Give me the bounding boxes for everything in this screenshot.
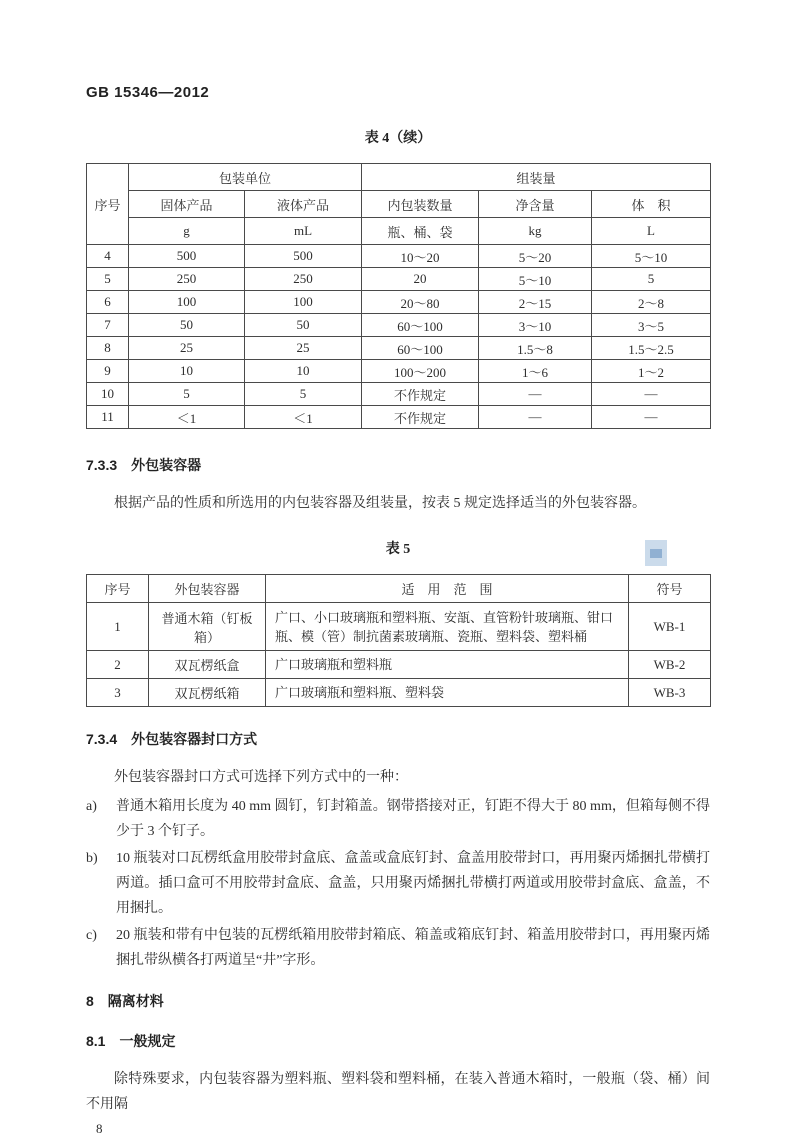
cell: WB-1 — [629, 603, 711, 651]
cell: 双瓦楞纸盒 — [149, 651, 266, 679]
cell: 10 — [87, 383, 129, 406]
table-row — [87, 245, 711, 268]
table5 — [86, 574, 711, 707]
column-header: 固体产品 — [129, 191, 245, 218]
cell: 10～20 — [362, 245, 479, 268]
list-item — [86, 794, 710, 844]
cell: 25 — [245, 337, 362, 360]
table-row — [87, 603, 711, 651]
cell: 20 — [362, 268, 479, 291]
table-row — [87, 575, 711, 603]
section-7-3-3-heading: 7.3.3 外包装容器 — [86, 457, 202, 473]
unit-header: mL — [245, 218, 362, 245]
table4 — [86, 163, 711, 429]
list-item-text: 普通木箱用长度为 40 mm 圆钉，钉封箱盖。钢带搭接对正，钉距不得大于 80 mm，但箱每侧不得少于 3 个钉子。 — [116, 799, 710, 839]
standard-number: GB 15346—2012 — [86, 84, 210, 101]
section-8-1-paragraph: 除特殊要求，内包装容器为塑料瓶、塑料袋和塑料桶，在装入普通木箱时，一般瓶（袋、桶）间不用隔 — [86, 1072, 710, 1112]
cell: 10 — [245, 360, 362, 383]
cell: 1.5～8 — [479, 337, 592, 360]
list-item — [86, 923, 710, 973]
cell: 5 — [87, 268, 129, 291]
list-item-label: a) — [86, 799, 97, 814]
cell: 广口、小口玻璃瓶和塑料瓶、安瓿、直管粉针玻璃瓶、钳口瓶、模（管）制抗菌素玻璃瓶、瓷瓶、塑料袋、塑料桶 — [266, 603, 629, 651]
cell: 25 — [129, 337, 245, 360]
cell: 3～10 — [479, 314, 592, 337]
unit-header: kg — [479, 218, 592, 245]
column-header: 序号 — [87, 164, 129, 245]
cell: 不作规定 — [362, 383, 479, 406]
table-row — [87, 360, 711, 383]
cell: 5～10 — [592, 245, 711, 268]
table-row — [87, 679, 711, 707]
cell: 60～100 — [362, 337, 479, 360]
cell: 不作规定 — [362, 406, 479, 429]
cell: 100 — [129, 291, 245, 314]
list-item-label: c) — [86, 928, 97, 943]
cell: 5 — [129, 383, 245, 406]
cell: 20～80 — [362, 291, 479, 314]
cell: 6 — [87, 291, 129, 314]
table4-title: 表 4（续） — [364, 131, 432, 146]
cell: 广口玻璃瓶和塑料瓶、塑料袋 — [266, 679, 629, 707]
table-row — [87, 291, 711, 314]
cell: 5～10 — [479, 268, 592, 291]
cell: 3 — [87, 679, 149, 707]
section-7-3-4-heading: 7.3.4 外包装容器封口方式 — [86, 731, 258, 747]
cell: WB-3 — [629, 679, 711, 707]
cell: 250 — [245, 268, 362, 291]
table-row — [87, 314, 711, 337]
table-row — [87, 337, 711, 360]
watermark-inner-mark — [650, 549, 662, 558]
cell: 500 — [129, 245, 245, 268]
cell: ＜1 — [245, 406, 362, 429]
cell: 5 — [245, 383, 362, 406]
column-header: 适 用 范 围 — [266, 575, 629, 603]
cell: 60～100 — [362, 314, 479, 337]
list-item-text: 10 瓶装对口瓦楞纸盒用胶带封盒底、盒盖或盒底钉封、盒盖用胶带封口，再用聚丙烯捆扎带横打两道。插口盒可不用胶带封盒底、盒盖，只用聚丙烯捆扎带横打两道或用胶带封盒底、盒盖，不用捆扎。 — [116, 851, 710, 916]
section-7-3-3-paragraph: 根据产品的性质和所选用的内包装容器及组装量，按表 5 规定选择适当的外包装容器。 — [114, 496, 646, 511]
page-content — [86, 0, 710, 1137]
column-group-header: 包装单位 — [129, 164, 362, 191]
cell: — — [592, 383, 711, 406]
cell: 100 — [245, 291, 362, 314]
cell: 1 — [87, 603, 149, 651]
table-row — [87, 383, 711, 406]
unit-header: 瓶、桶、袋 — [362, 218, 479, 245]
cell: 5 — [592, 268, 711, 291]
cell: 7 — [87, 314, 129, 337]
cell: 3～5 — [592, 314, 711, 337]
unit-header: g — [129, 218, 245, 245]
unit-header: L — [592, 218, 711, 245]
table-row — [87, 406, 711, 429]
page-number: 8 — [96, 1121, 103, 1136]
cell: 9 — [87, 360, 129, 383]
cell: 2 — [87, 651, 149, 679]
list-item — [86, 846, 710, 921]
column-header: 内包装数量 — [362, 191, 479, 218]
cell: 双瓦楞纸箱 — [149, 679, 266, 707]
table-row — [87, 268, 711, 291]
cell: 100～200 — [362, 360, 479, 383]
list-item-text: 20 瓶装和带有中包装的瓦楞纸箱用胶带封箱底、箱盖或箱底钉封、箱盖用胶带封口，再用聚丙烯捆扎带纵横各打两道呈“井”字形。 — [116, 928, 710, 968]
column-header: 符号 — [629, 575, 711, 603]
table-row — [87, 218, 711, 245]
cell: 500 — [245, 245, 362, 268]
cell: 10 — [129, 360, 245, 383]
cell: — — [479, 406, 592, 429]
cell: 1～2 — [592, 360, 711, 383]
section-8-1-heading: 8.1 一般规定 — [86, 1033, 176, 1049]
section-7-3-4-intro: 外包装容器封口方式可选择下列方式中的一种： — [114, 770, 408, 785]
section-8-heading: 8 隔离材料 — [86, 993, 164, 1009]
list-item-label: b) — [86, 851, 98, 866]
table-row — [87, 164, 711, 191]
table-row — [87, 191, 711, 218]
cell: 250 — [129, 268, 245, 291]
column-header: 体 积 — [592, 191, 711, 218]
table5-title: 表 5 — [385, 542, 411, 557]
cell: 2～8 — [592, 291, 711, 314]
cell: 50 — [245, 314, 362, 337]
cell: 广口玻璃瓶和塑料瓶 — [266, 651, 629, 679]
cell: 8 — [87, 337, 129, 360]
column-header: 液体产品 — [245, 191, 362, 218]
column-group-header: 组装量 — [362, 164, 711, 191]
cell: 1.5～2.5 — [592, 337, 711, 360]
cell: 5～20 — [479, 245, 592, 268]
cell: 普通木箱（钉板箱） — [149, 603, 266, 651]
sealing-methods-list — [86, 794, 710, 973]
cell: ＜1 — [129, 406, 245, 429]
column-header: 序号 — [87, 575, 149, 603]
cell: WB-2 — [629, 651, 711, 679]
cell: 11 — [87, 406, 129, 429]
column-header: 净含量 — [479, 191, 592, 218]
cell: 4 — [87, 245, 129, 268]
cell: 1～6 — [479, 360, 592, 383]
cell: — — [592, 406, 711, 429]
table-row — [87, 651, 711, 679]
cell: — — [479, 383, 592, 406]
cell: 50 — [129, 314, 245, 337]
column-header: 外包装容器 — [149, 575, 266, 603]
cell: 2～15 — [479, 291, 592, 314]
watermark-icon — [645, 540, 667, 566]
